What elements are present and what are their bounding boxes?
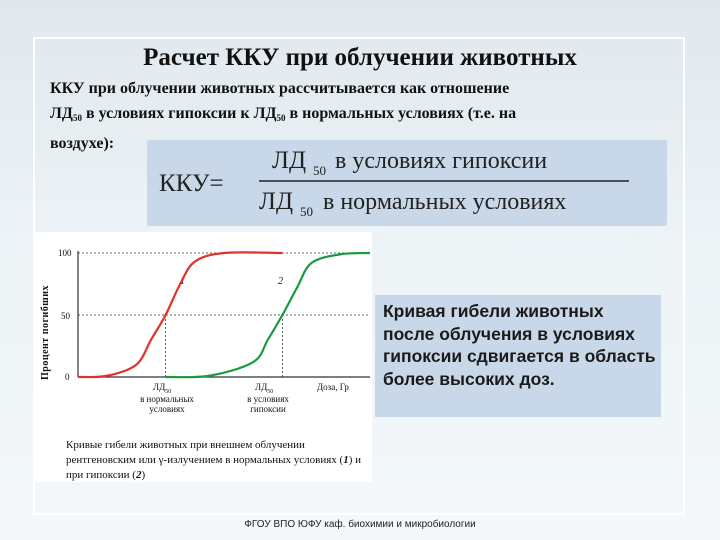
formula-box [147,140,667,226]
formula-den-sub: 50 [300,204,313,219]
formula-num-text: в условиях гипоксии [335,148,548,174]
formula [147,140,667,226]
y-tick-50: 50 [61,311,70,321]
callout-box [375,295,661,417]
curve-2-label: 2 [278,276,283,287]
lead-mid: в условиях гипоксии к ЛД [85,105,277,122]
formula-lhs: ККУ= [159,170,224,197]
formula-num-sub: 50 [313,163,326,178]
lead-line-1: ККУ при облучении животных рассчитывается как отношение [50,80,510,97]
formula-num-ld: ЛД [272,147,307,174]
curve-1-label: 1 [180,276,185,287]
caption-part-2: ) и при гипоксии ( [66,454,362,481]
ld2-label: $ЛД_{50}$ [255,382,274,395]
ld1-label: $ЛД_{50}$ [153,382,172,395]
lead-line-3: воздухе): [50,135,115,152]
formula-den-text: в нормальных условиях [323,189,567,215]
caption-part-3: ) [141,469,146,481]
footer: ФГОУ ВПО ЮФУ каф. биохимии и микробиологии [244,519,476,530]
ld2-line-2: в условиях [247,394,289,404]
ld1-line-3: условиях [149,404,185,414]
y-tick-0: 0 [65,372,70,382]
y-axis-label: Процент погибших [40,285,51,380]
ld2-line-3: гипоксии [250,404,286,414]
caption-part-1: Кривые гибели животных при внешнем облучении рентгеновским или γ-излучением в нормальных условиях ( [66,439,344,466]
caption-n1: 1 [343,454,349,466]
lead-tail: в нормальных условиях (т.е. на [289,105,517,122]
slide-title: Расчет ККУ при облучении животных [143,44,577,71]
y-tick-100: 100 [58,248,72,258]
ld1-line-2: в нормальных [140,394,194,404]
formula-den-ld: ЛД [259,188,294,215]
figure-caption [66,438,372,483]
callout-text: Кривая гибели животных после облучения в условиях гипоксии сдвигается в область более высоких доз. [383,301,656,389]
ld-prefix: ЛД [50,105,73,122]
plot-area [78,251,370,377]
ld-subscript-2: 50 [276,113,286,123]
ld-subscript: 50 [72,113,82,123]
x-axis-label: Доза, Гр [317,382,349,392]
caption-n2: 2 [135,469,142,481]
